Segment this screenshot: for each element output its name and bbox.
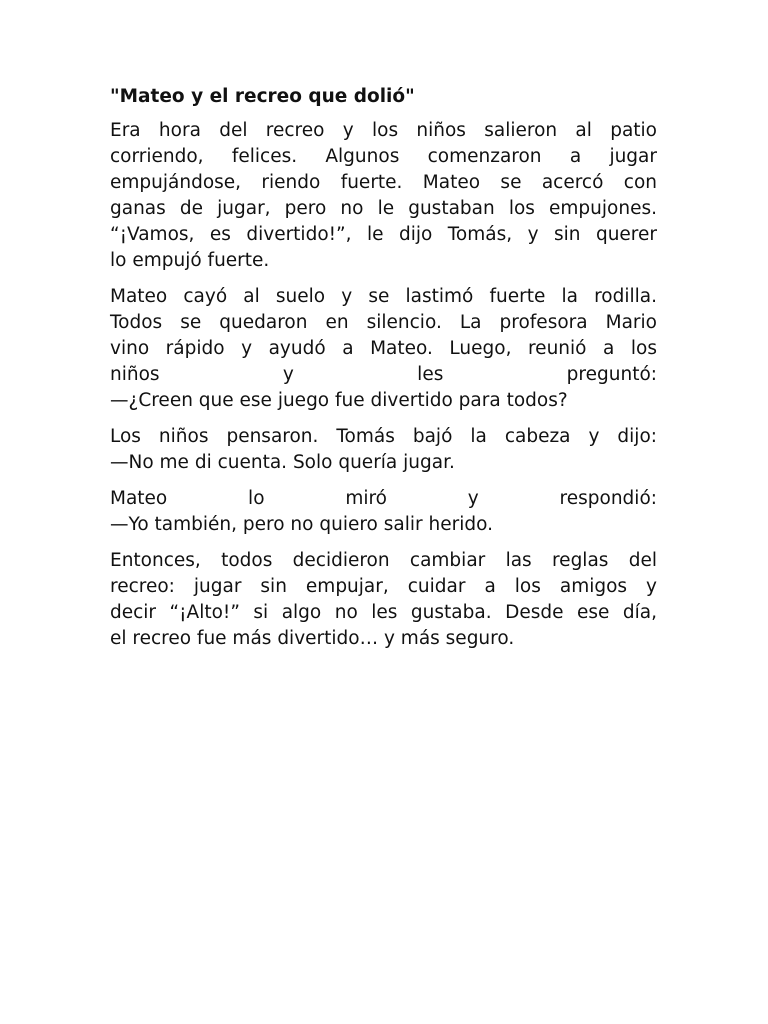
paragraph-line: “¡Vamos, es divertido!”, le dijo Tomás, y sin querer <box>110 224 657 245</box>
paragraph-line: —¿Creen que ese juego fue divertido para todos? <box>110 390 568 411</box>
paragraph-line: ganas de jugar, pero no le gustaban los empujones. <box>110 198 657 219</box>
paragraph-line: recreo: jugar sin empujar, cuidar a los amigos y <box>110 576 657 597</box>
paragraph-2 <box>110 284 657 414</box>
paragraph-line: el recreo fue más divertido… y más seguro. <box>110 628 515 649</box>
paragraph-line: decir “¡Alto!” si algo no les gustaba. Desde ese día, <box>110 602 657 623</box>
paragraph-line: lo empujó fuerte. <box>110 250 270 271</box>
paragraph-line: Entonces, todos decidieron cambiar las reglas del <box>110 550 657 571</box>
paragraph-1 <box>110 118 657 274</box>
paragraph-line: vino rápido y ayudó a Mateo. Luego, reunió a los <box>110 338 657 359</box>
paragraph-line: Era hora del recreo y los niños salieron al patio <box>110 120 657 141</box>
paragraph-5 <box>110 548 657 652</box>
paragraph-3 <box>110 424 657 476</box>
document-title: "Mateo y el recreo que dolió" <box>110 86 415 107</box>
paragraph-4 <box>110 486 657 538</box>
paragraph-line: —No me di cuenta. Solo quería jugar. <box>110 452 455 473</box>
paragraph-line: corriendo, felices. Algunos comenzaron a jugar <box>110 146 657 167</box>
paragraph-line: niños y les preguntó: <box>110 364 657 385</box>
paragraph-line: Todos se quedaron en silencio. La profesora Mario <box>110 312 657 333</box>
paragraph-line: empujándose, riendo fuerte. Mateo se acercó con <box>110 172 657 193</box>
paragraph-line: Los niños pensaron. Tomás bajó la cabeza y dijo: <box>110 426 657 447</box>
paragraph-line: —Yo también, pero no quiero salir herido. <box>110 514 493 535</box>
document-page <box>110 84 657 662</box>
paragraph-line: Mateo lo miró y respondió: <box>110 488 657 509</box>
paragraph-line: Mateo cayó al suelo y se lastimó fuerte la rodilla. <box>110 286 657 307</box>
